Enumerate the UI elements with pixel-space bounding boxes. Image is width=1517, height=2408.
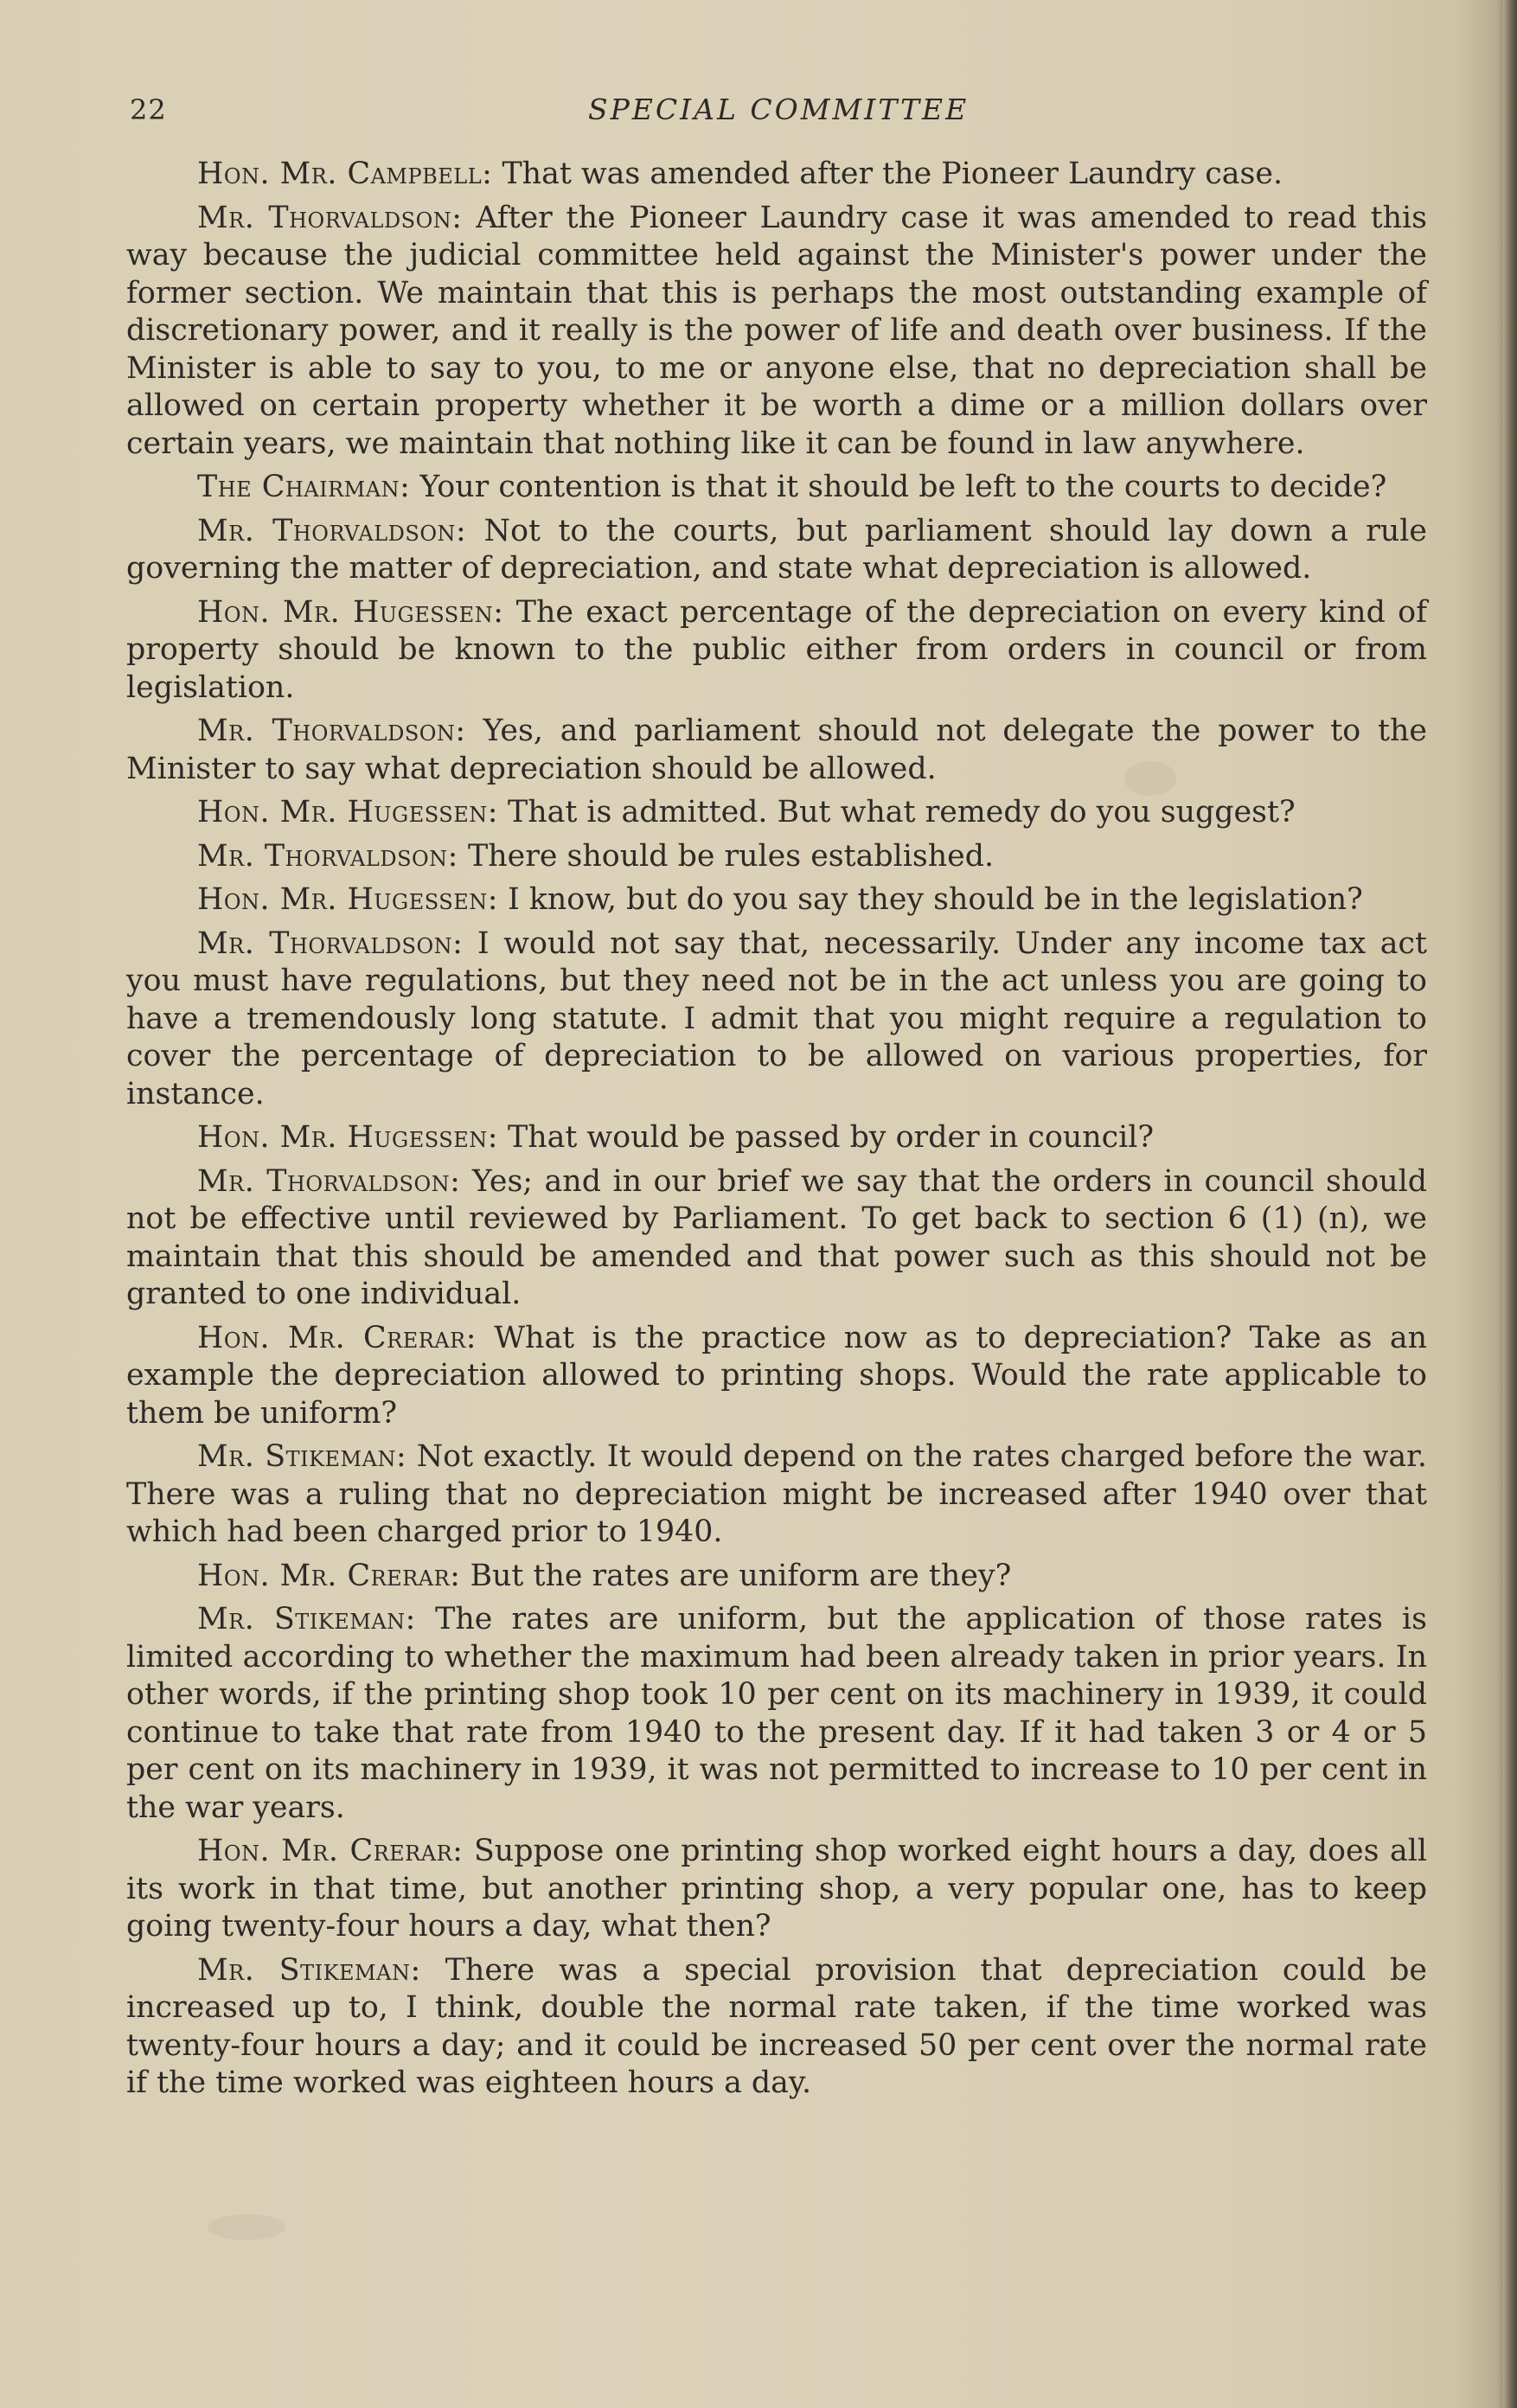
paragraph-text: I would not say that, necessarily. Under any income tax act you must have regulations, but they need not be in the act unless you are going to have a tremendously long statute. I admit that you might require a regulation to cover the percentage of depreciation to be allowed on various properties, for instance. — [126, 925, 1427, 1111]
speaker-name: Hon. Mr. Crerar: — [197, 1320, 477, 1355]
paragraph-text: I know, but do you say they should be in the legislation? — [508, 882, 1363, 917]
paragraph-text: Suppose one printing shop worked eight hours a day, does all its work in that time, but another printing shop, a very popular one, has to keep going twenty-four hours a day, what then? — [126, 1834, 1428, 1944]
paragraph-text: Your contention is that it should be left to the courts to decide? — [419, 470, 1387, 504]
speaker-name: Hon. Mr. Hugessen: — [197, 594, 504, 630]
paragraph-text: But the rates are uniform are they? — [470, 1558, 1012, 1593]
paragraph-text: That was amended after the Pioneer Laundry case. — [502, 157, 1283, 191]
speaker-name: Mr. Thorvaldson: — [197, 925, 464, 961]
running-head: SPECIAL COMMITTEE — [588, 93, 970, 126]
paragraph-text: The rates are uniform, but the application of those rates is limited according to whether the maximum had been already taken in prior years. In other words, if the printing shop took 10 per cent on its machinery in 1939, it could continue to take that rate from 1940 to the present day. If it had taken 3 or 4 or 5 per cent on its machinery in 1939, it was not permitted to increase to 10 per cent in the war years. — [126, 1602, 1428, 1825]
paragraph-text: That would be passed by order in council? — [508, 1120, 1155, 1155]
speaker-name: Hon. Mr. Crerar: — [197, 1558, 461, 1593]
speaker-name: Mr. Stikeman: — [197, 1439, 407, 1474]
speaker-name: Mr. Thorvaldson: — [197, 838, 458, 874]
speaker-name: Mr. Stikeman: — [197, 1602, 416, 1636]
paragraph — [126, 1601, 1427, 1827]
paragraph-text: That is admitted. But what remedy do you suggest? — [508, 795, 1296, 829]
speaker-name: Mr. Thorvaldson: — [197, 714, 466, 748]
paragraph — [126, 594, 1427, 708]
paragraph — [126, 1558, 1427, 1596]
page-header — [130, 88, 1427, 131]
page-number: 22 — [130, 93, 167, 126]
speaker-name: Mr. Thorvaldson: — [197, 1163, 461, 1199]
paragraph-text: Not exactly. It would depend on the rates charged before the war. There was a ruling that no depreciation might be increased after 1940 over that which had been charged prior to 1940. — [126, 1439, 1427, 1549]
paragraph — [126, 469, 1427, 507]
paragraph — [126, 513, 1427, 588]
speaker-name: Hon. Mr. Crerar: — [197, 1834, 464, 1868]
speaker-name: Mr. Thorvaldson: — [197, 513, 467, 548]
paragraph — [126, 838, 1427, 876]
speaker-name: The Chairman: — [197, 470, 411, 504]
paragraph — [126, 1163, 1427, 1314]
paragraph-text: There should be rules established. — [467, 838, 995, 874]
speaker-name: Mr. Thorvaldson: — [197, 200, 463, 235]
paragraph — [126, 1320, 1427, 1433]
paragraph-text: Yes, and parliament should not delegate the power to the Minister to say what depreciation should be allowed. — [126, 714, 1427, 786]
speaker-name: Hon. Mr. Hugessen: — [197, 882, 498, 917]
speaker-name: Mr. Stikeman: — [197, 1952, 421, 1988]
speaker-name: Hon. Mr. Campbell: — [197, 157, 493, 191]
paragraph-text: Not to the courts, but parliament should lay down a rule governing the matter of depreciation, and state what depreciation is allowed. — [126, 513, 1427, 586]
paragraph — [126, 1119, 1427, 1157]
paragraph-text: After the Pioneer Laundry case it was amended to read this way because the judicial committee held against the Minister's power under the former section. We maintain that this is perhaps the most outstanding example of discretionary power, and it really is the power of life and death over business. If the Minister is able to say to you, to me or anyone else, that no depreciation shall be allowed on certain property whether it be worth a dime or a million dollars over certain years, we maintain that nothing like it can be found in law anywhere. — [126, 200, 1427, 461]
paragraph-text: Yes; and in our brief we say that the orders in council should not be effective until reviewed by Parliament. To get back to section 6 (1) (n), we maintain that this should be amended and that power such as this should not be granted to one individual. — [126, 1163, 1428, 1311]
paragraph — [126, 1952, 1427, 2103]
paper-stain — [208, 2214, 285, 2240]
paragraph-text: What is the practice now as to depreciation? Take as an example the depreciation allowed to printing shops. Would the rate applicable to them be uniform? — [126, 1320, 1428, 1431]
paragraph — [126, 200, 1427, 464]
speaker-name: Hon. Mr. Hugessen: — [197, 1120, 498, 1155]
paragraph — [126, 1833, 1427, 1946]
paragraph-text: The exact percentage of the depreciation on every kind of property should be known to the public either from orders in council or from legislation. — [126, 594, 1428, 705]
paragraph — [126, 925, 1427, 1114]
speaker-name: Hon. Mr. Hugessen: — [197, 795, 498, 829]
page-edge — [1503, 0, 1517, 2408]
document-body — [126, 156, 1427, 2109]
paragraph — [126, 794, 1427, 832]
paragraph — [126, 881, 1427, 919]
paragraph-text: There was a special provision that depreciation could be increased up to, I think, double the normal rate taken, if the time worked was twenty-four hours a day; and it could be increased 50 per cent over the normal rate if the time worked was eighteen hours a day. — [126, 1952, 1428, 2100]
paragraph — [126, 1438, 1427, 1552]
paragraph — [126, 156, 1427, 194]
paragraph — [126, 713, 1427, 788]
